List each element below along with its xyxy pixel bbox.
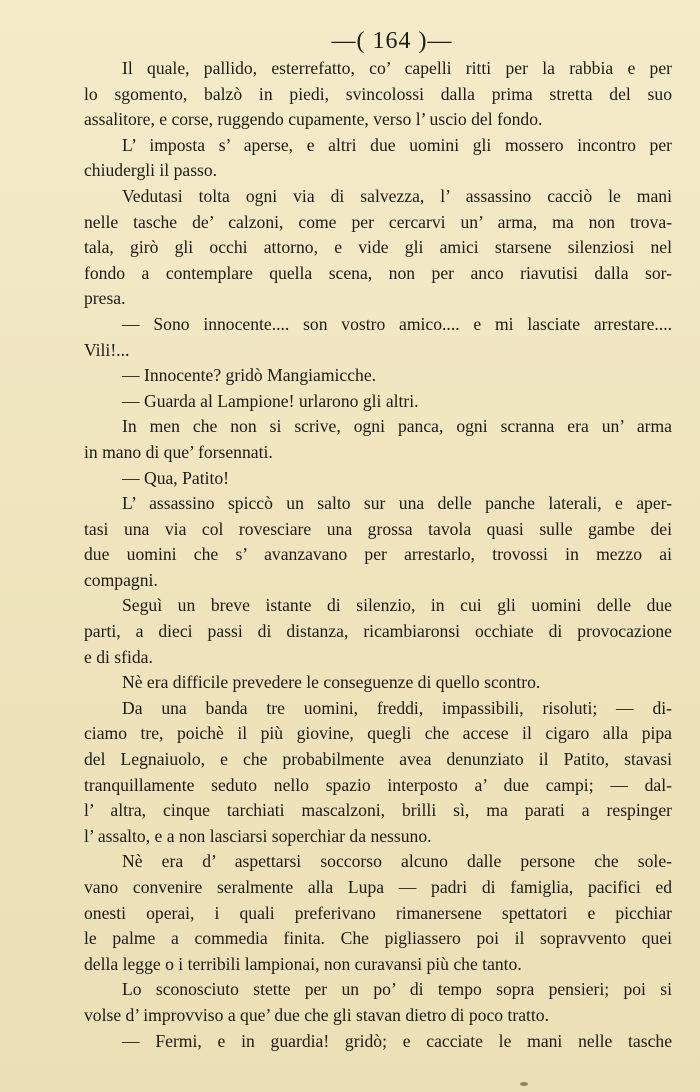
text-line: — Fermi, e in guardia! gridò; e cacciate le mani nelle tasche bbox=[122, 1030, 672, 1051]
text-line: — Guarda al Lampione! urlarono gli altri. bbox=[122, 390, 419, 411]
text-line: Nè era difficile prevedere le conseguenze di quello scontro. bbox=[122, 672, 541, 693]
text-line: Vedutasi tolta ogni via di salvezza, l’ assassino cacciò le mani bbox=[122, 185, 672, 206]
text-line: l’ altra, cinque tarchiati mascalzoni, brilli sì, ma parati a respinger bbox=[84, 800, 672, 821]
text-line: volse d’ improvviso a que’ due che gli stavan dietro di poco tratto. bbox=[84, 1004, 549, 1025]
text-line: Lo sconosciuto stette per un po’ di tempo sopra pensieri; poi si bbox=[122, 979, 672, 1000]
text-line: tranquillamente seduto nello spazio interposto a’ due campi; — dal- bbox=[84, 774, 672, 795]
text-line: Seguì un breve istante di silenzio, in cui gli uomini delle due bbox=[122, 595, 672, 616]
text-line: fondo a contemplare quella scena, non per anco riavutisi dalla sor- bbox=[84, 262, 672, 283]
text-line: vano convenire seralmente alla Lupa — padri di famiglia, pacifici ed bbox=[84, 877, 672, 897]
text-line: l’ assalto, e a non lasciarsi soperchiar da nessuno. bbox=[84, 825, 432, 846]
body-text bbox=[84, 56, 672, 1054]
text-line: assalitore, e corse, ruggendo cupamente, verso l’ uscio del fondo. bbox=[84, 109, 543, 130]
text-line: Vili!... bbox=[84, 339, 130, 360]
text-line: compagni. bbox=[84, 569, 158, 590]
text-line: le palme a commedia finita. Che pigliassero poi il sopravvento quei bbox=[84, 928, 672, 949]
text-line: — Sono innocente.... son vostro amico.... e mi lasciate arrestare.... bbox=[122, 313, 672, 334]
text-line: nelle tasche de’ calzoni, come per cercarvi un’ arma, ma non trova- bbox=[84, 211, 672, 232]
text-line: ciamo tre, poichè il più giovine, quegli che accese il cigaro alla pipa bbox=[84, 723, 672, 744]
text-line: e di sfida. bbox=[84, 646, 153, 667]
text-line: in mano di que’ forsennati. bbox=[84, 441, 273, 462]
text-line: onesti operai, i quali preferivano rimanersene spettatori e picchiar bbox=[84, 902, 672, 923]
text-line: L’ assassino spiccò un salto sur una delle panche laterali, e aper- bbox=[122, 493, 672, 514]
text-line: tala, girò gli occhi attorno, e vide gli amici starsene silenziosi nel bbox=[84, 237, 672, 258]
text-line: tasi una via col rovesciare una grossa tavola quasi sulle gambe dei bbox=[84, 518, 672, 539]
text-line: — Innocente? gridò Mangiamicche. bbox=[122, 365, 377, 386]
text-line: del Legnaiuolo, e che probabilmente avea denunziato il Patito, stavasi bbox=[84, 749, 672, 770]
text-line: due uomini che s’ avanzavano per arrestarlo, trovossi in mezzo ai bbox=[84, 544, 672, 565]
text-line: L’ imposta s’ aperse, e altri due uomini gli mossero incontro per bbox=[122, 134, 672, 155]
text-line: parti, a dieci passi di distanza, ricambiaronsi occhiate di provocazione bbox=[84, 621, 672, 642]
text-line: Il quale, pallido, esterrefatto, co’ capelli ritti per la rabbia e per bbox=[122, 58, 672, 78]
text-line: della legge o i terribili lampionai, non curavansi più che tanto. bbox=[84, 953, 522, 974]
text-line: presa. bbox=[84, 288, 126, 309]
text-line: Nè era d’ aspettarsi soccorso alcuno dalle persone che sole- bbox=[122, 851, 672, 872]
page-number: —( 164 )— bbox=[331, 28, 453, 54]
text-line: chiudergli il passo. bbox=[84, 160, 218, 181]
text-line: lo sgomento, balzò in piedi, svincolossi dalla prima stretta del suo bbox=[84, 83, 672, 104]
text-line: Da una banda tre uomini, freddi, impassibili, risoluti; — di- bbox=[122, 697, 672, 718]
text-line: — Qua, Patito! bbox=[122, 467, 230, 488]
ink-smudge bbox=[520, 1082, 528, 1086]
book-page bbox=[84, 26, 672, 1054]
text-line: In men che non si scrive, ogni panca, ogni scranna era un’ arma bbox=[122, 416, 672, 437]
